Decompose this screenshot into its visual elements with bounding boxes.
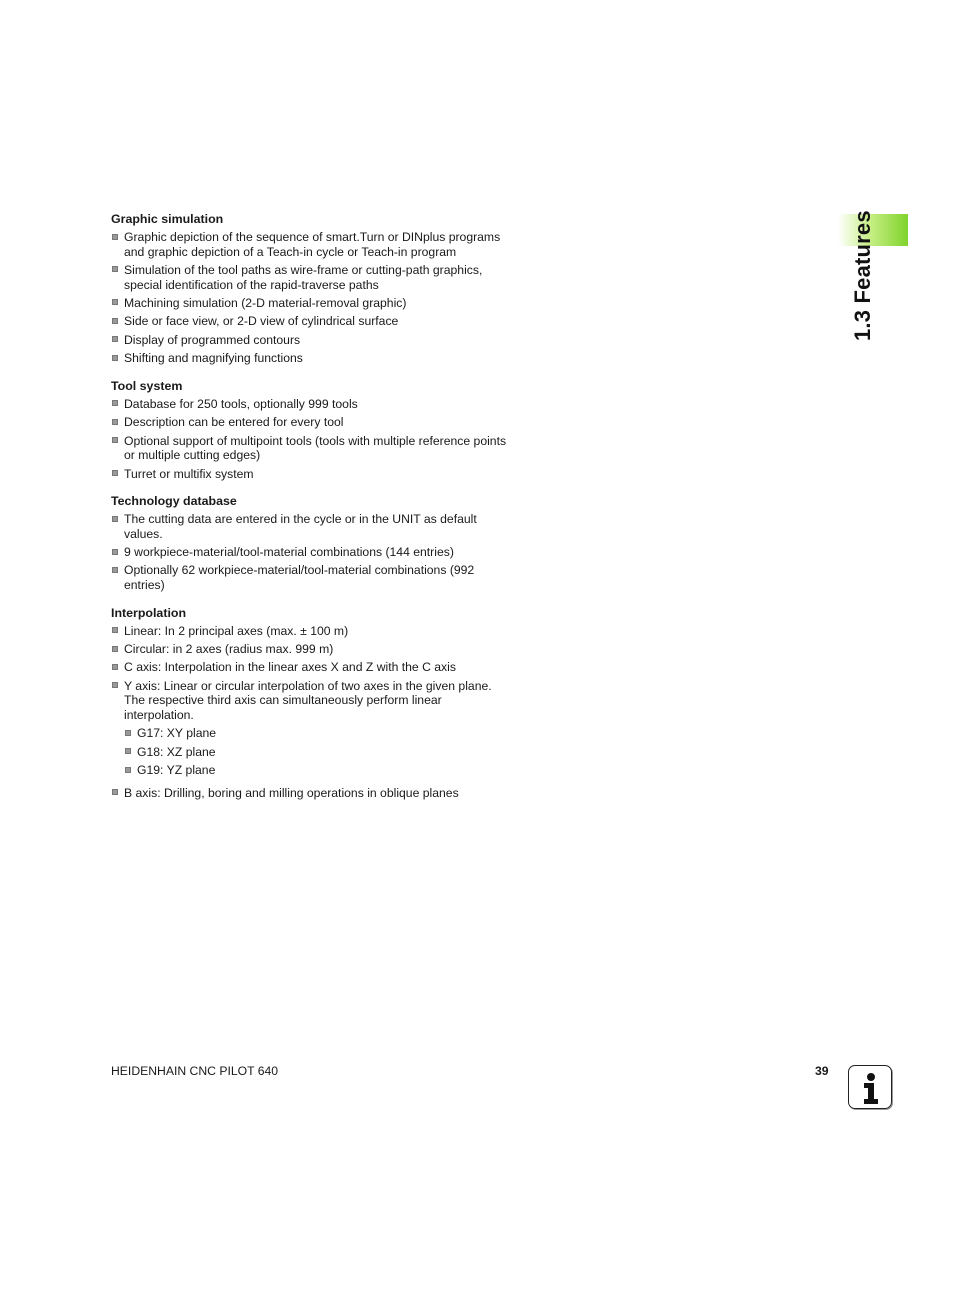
- bullet-icon: [112, 355, 118, 361]
- list-item: 9 workpiece-material/tool-material combinations (144 entries): [111, 545, 511, 560]
- bullet-icon: [125, 730, 131, 736]
- list-item: Circular: in 2 axes (radius max. 999 m): [111, 642, 511, 657]
- bullet-icon: [112, 549, 118, 555]
- main-content: [111, 211, 511, 812]
- sublist-item: G17: XY plane: [124, 726, 511, 741]
- info-icon: [848, 1065, 892, 1109]
- chapter-title-text: 1.3 Features: [850, 210, 875, 341]
- bullet-icon: [112, 627, 118, 633]
- page-number: 39: [815, 1064, 829, 1078]
- section-heading: Interpolation: [111, 605, 187, 620]
- list-item: Graphic depiction of the sequence of smart.Turn or DINplus programs and graphic depiction of a Teach-in cycle or Teach-in program: [111, 230, 511, 259]
- bullet-icon: [112, 664, 118, 670]
- list-item: Optionally 62 workpiece-material/tool-material combinations (992 entries): [111, 563, 511, 592]
- list-item: Optional support of multipoint tools (tools with multiple reference points or multiple cutting edges): [111, 434, 511, 463]
- list-item: Turret or multifix system: [111, 467, 511, 482]
- sublist-item: G18: XZ plane: [124, 745, 511, 760]
- list-item: Y axis: Linear or circular interpolation of two axes in the given plane. The respective third axis can simultaneously perform linear interpolation. G17: XY plane G18: XZ plane G19: YZ plane: [111, 679, 511, 778]
- section-heading: Technology database: [111, 494, 237, 509]
- bullet-icon: [112, 336, 118, 342]
- list-item: Linear: In 2 principal axes (max. ± 100 m): [111, 624, 511, 639]
- bullet-icon: [112, 646, 118, 652]
- footer-product: HEIDENHAIN CNC PILOT 640: [111, 1064, 279, 1078]
- section-heading: Tool system: [111, 378, 183, 393]
- bullet-icon: [112, 234, 118, 240]
- bullet-icon: [112, 437, 118, 443]
- list-item: Simulation of the tool paths as wire-frame or cutting-path graphics, special identification of the rapid-traverse paths: [111, 263, 511, 292]
- section-interpolation: [111, 605, 511, 801]
- section-graphic-simulation: [111, 211, 511, 366]
- bullet-icon: [112, 400, 118, 406]
- list-item: C axis: Interpolation in the linear axes X and Z with the C axis: [111, 660, 511, 675]
- list-item: Side or face view, or 2-D view of cylindrical surface: [111, 314, 511, 329]
- bullet-icon: [112, 299, 118, 305]
- bullet-icon: [112, 682, 118, 688]
- list-item: B axis: Drilling, boring and milling operations in oblique planes: [111, 786, 511, 801]
- list-item: Description can be entered for every tool: [111, 415, 511, 430]
- bullet-icon: [112, 516, 118, 522]
- bullet-icon: [112, 470, 118, 476]
- section-tool-system: [111, 378, 511, 481]
- chapter-title: [850, 210, 875, 341]
- list-item: Display of programmed contours: [111, 333, 511, 348]
- sublist: [124, 726, 511, 777]
- bullet-icon: [112, 318, 118, 324]
- sublist-item: G19: YZ plane: [124, 763, 511, 778]
- bullet-icon: [125, 748, 131, 754]
- list-item: Shifting and magnifying functions: [111, 351, 511, 366]
- section-technology-database: [111, 493, 511, 593]
- bullet-icon: [112, 567, 118, 573]
- list-item: The cutting data are entered in the cycle or in the UNIT as default values.: [111, 512, 511, 541]
- section-heading: Graphic simulation: [111, 212, 224, 226]
- list-item: Database for 250 tools, optionally 999 tools: [111, 397, 511, 412]
- list-item: Machining simulation (2-D material-removal graphic): [111, 296, 511, 311]
- bullet-icon: [112, 789, 118, 795]
- bullet-icon: [112, 419, 118, 425]
- bullet-icon: [112, 266, 118, 272]
- bullet-icon: [125, 767, 131, 773]
